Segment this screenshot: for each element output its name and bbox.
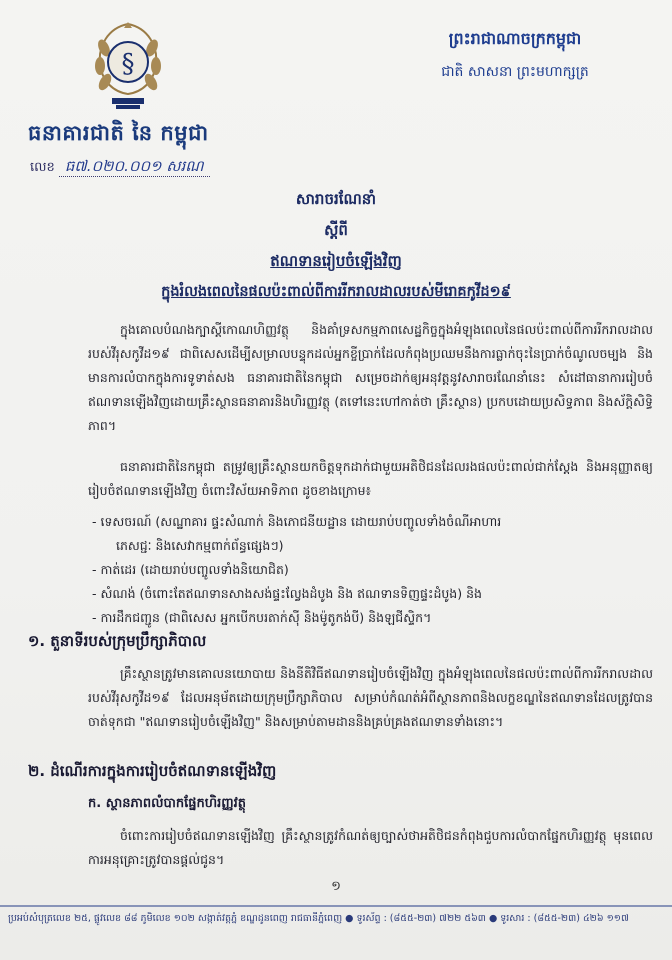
paragraph-priority [88,455,653,503]
footer-divider [0,905,672,907]
paragraph-priority-text: ធនាគារជាតិនៃកម្ពុជា តម្រូវឲ្យគ្រឹះស្ថានយកចិត្តទុកដាក់ជាមួយអតិថិជនដែលរងផលប៉ះពាល់ជាក់ស្តែង និងអនុញ្ញាតឲ្យរៀបចំឥណទានឡើងវិញ ចំពោះវិស័យអាទិភាព ដូចខាងក្រោម៖ [88,459,653,498]
section-heading-1: ១. តួនាទីរបស់ក្រុមប្រឹក្សាភិបាល [28,632,207,650]
paragraph-financial-difficulty-text: ចំពោះការរៀបចំឥណទានឡើងវិញ គ្រឹះស្ថានត្រូវកំណត់ឲ្យច្បាស់ថាអតិថិជនកំពុងជួបការលំបាកផ្នែកហិរញ្ញវត្ថុ មុនពេលការអនុគ្រោះត្រូវបានផ្តល់ជូន។ [88,828,653,867]
page-number: ១ [331,879,341,894]
paragraph-intro [88,318,653,438]
footer-address: ប្រអប់សំបុត្រលេខ ២៥, ផ្លូវលេខ ៨៨ ភូមិលេខ ១០២ សង្កាត់វត្តភ្នំ ខណ្ឌដូនពេញ រាជធានីភ្នំពេញ ● ទូរស័ព្ទ : (៨៥៥-២៣) ៧២២ ៥៦៣ ● ទូរសារ : (៨៥៥-២៣) ៤២៦ ១១៧ [8,913,629,924]
title-line-2: ស្តីពី [324,221,348,239]
list-item: - សំណង់ (ចំពោះតែឥណទានសាងសង់ផ្ទះល្វែងដំបូង និង ឥណទានទិញផ្ទះដំបូង) និង [92,586,482,601]
reference-number: ធ៧.០២០.០០១ សរណ [59,157,210,177]
list-item: - ការដឹកជញ្ជូន (ជាពិសេស អ្នកបើកបរតាក់ស៊ី និងម៉ូតូកង់បី) និងឡជីស្ទិក។ [92,610,432,625]
document-title [60,190,612,313]
reference-label: លេខ [30,160,55,175]
paragraph-board-role [88,662,653,734]
paragraph-board-role-text: គ្រឹះស្ថានត្រូវមានគោលនយោបាយ និងនីតិវិធីឥណទានរៀបចំឡើងវិញ ក្នុងអំឡុងពេលនៃផលប៉ះពាល់ពីការរីករាលដាលរបស់វីរុសកូវីដ១៩ ដែលអនុម័តដោយក្រុមប្រឹក្សាភិបាល សម្រាប់កំណត់អំពីស្ថានភាពនិងលក្ខខណ្ឌនៃឥណទានដែលត្រូវបានចាត់ទុកជា "ឥណទានរៀបចំឡើងវិញ" និងសម្រាប់តាមដាននិងគ្រប់គ្រងឥណទានទាំងនោះ។ [88,666,653,729]
bank-logo-seal [88,18,168,113]
national-motto: ជាតិ សាសនា ព្រះមហាក្សត្រ [441,64,589,80]
svg-text:§: § [121,49,135,79]
section-heading-2: ២. ដំណើរការក្នុងការរៀបចំឥណទានឡើងវិញ [28,762,277,780]
subsection-heading-a: ក. ស្ថានភាពលំបាកផ្នែកហិរញ្ញវត្ថុ [88,796,246,811]
paragraph-financial-difficulty [88,824,653,872]
priority-sector-list [92,510,652,630]
reference-number-line [30,157,210,179]
list-item: - ទេសចរណ៍ (សណ្ឋាគារ ផ្ទះសំណាក់ និងភោជនីយដ្ឋាន ដោយរាប់បញ្ចូលទាំងចំណីអាហារ [92,514,502,529]
kingdom-name: ព្រះរាជាណាចក្រកម្ពុជា [448,29,582,48]
bank-name: ធនាគារជាតិ នៃ កម្ពុជា [28,121,209,145]
list-item: - កាត់ដេរ (ដោយរាប់បញ្ចូលទាំងនិយោជិត) [92,562,289,577]
title-line-4: ក្នុងរំលងពេលនៃផលប៉ះពាល់ពីការរីករាលដាលរបស់មីរោគកូវីដ១៩ [161,284,511,300]
paragraph-intro-text: ក្នុងគោលបំណងក្បាស្តីកោណហិញ្ញវត្ថុ និងគាំទ្រសកម្មភាពសេដ្ឋកិច្ចក្នុងអំឡុងពេលនៃផលប៉ះពាល់ពីការរីករាលដាលរបស់វីរុសកូវីដ១៩ ជាពិសេសដើម្បីសម្រាលបន្ទុកដល់អ្នកខ្ចីប្រាក់ដែលកំពុងប្រឈមនឹងការធ្លាក់ចុះនៃប្រាក់ចំណូលចម្បង និងមានការលំបាកក្នុងការទូទាត់សង ធនាគារជាតិនៃកម្ពុជា សម្រេចដាក់ឲ្យអនុវត្តនូវសារាចរណែនាំនេះ សំដៅធានាការរៀបចំឥណទានឡើងវិញដោយគ្រឹះស្ថានធនាគារនិងហិរញ្ញវត្ថុ (តទៅនេះហៅកាត់ថា គ្រឹះស្ថាន) ប្រកបដោយប្រសិទ្ធភាព និងស័ក្តិសិទ្ធិភាព។ [88,322,653,433]
kingdom-header [390,28,640,83]
title-line-3: ឥណទានរៀបចំឡើងវិញ [270,252,402,270]
title-line-1: សារាចរណែនាំ [295,190,377,208]
list-item: ភេសជ្ជៈ និងសេវាកម្មពាក់ព័ន្ធផ្សេងៗ) [116,538,284,553]
